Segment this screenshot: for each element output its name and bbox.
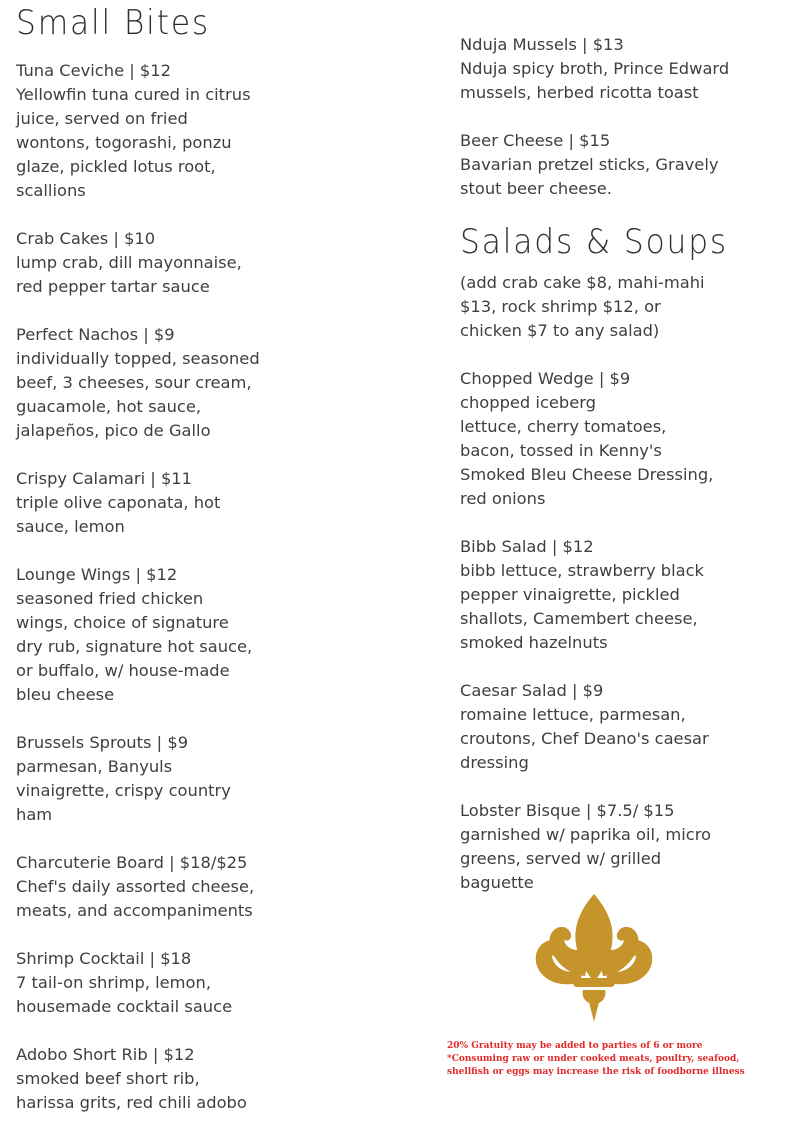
menu-item-name-price: Beer Cheese | $15 [460, 131, 611, 150]
menu-item-description-line: ham [16, 805, 53, 824]
menu-item-description-line: Bavarian pretzel sticks, Gravely [460, 155, 719, 174]
menu-item [460, 679, 780, 775]
small-bites-continued-list [460, 33, 780, 225]
menu-item-description-line: meats, and accompaniments [16, 901, 253, 920]
menu-item-description-line: seasoned fried chicken [16, 589, 204, 608]
salads-soups-list [460, 367, 780, 895]
menu-item [460, 129, 780, 201]
salad-note-line: chicken $7 to any salad) [460, 321, 660, 340]
disclaimer-line: 20% Gratuity may be added to parties of 6 or more [447, 1041, 703, 1051]
menu-item-description-line: Yellowfin tuna cured in citrus [16, 85, 251, 104]
disclaimer-line: *Consuming raw or under cooked meats, poultry, seafood, [447, 1054, 740, 1064]
menu-item-description-line: smoked hazelnuts [460, 633, 608, 652]
fleur-de-lis-shape [536, 894, 653, 1022]
menu-item-name-price: Caesar Salad | $9 [460, 681, 604, 700]
menu-item-description-line: dressing [460, 753, 529, 772]
menu-item-description-line: shallots, Camembert cheese, [460, 609, 698, 628]
menu-item-description-line: parmesan, Banyuls [16, 757, 173, 776]
salad-note-line: (add crab cake $8, mahi-mahi [460, 273, 705, 292]
menu-item-name-price: Adobo Short Rib | $12 [16, 1045, 195, 1064]
menu-item [460, 367, 780, 511]
menu-item [16, 227, 296, 299]
disclaimer-line: shellfish or eggs may increase the risk of foodborne illness [447, 1067, 745, 1077]
menu-item-description-line: individually topped, seasoned [16, 349, 260, 368]
menu-item-name-price: Chopped Wedge | $9 [460, 369, 631, 388]
menu-item-description-line: bleu cheese [16, 685, 115, 704]
menu-item-description-line: Smoked Bleu Cheese Dressing, [460, 465, 714, 484]
menu-item [16, 467, 296, 539]
menu-item [460, 33, 780, 105]
menu-item-description-line: 7 tail-on shrimp, lemon, [16, 973, 211, 992]
menu-item-description-line: juice, served on fried [16, 109, 188, 128]
menu-item-description-line: wontons, togorashi, ponzu [16, 133, 232, 152]
salads-soups-heading: Salads & Soups [460, 222, 729, 262]
menu-item-description-line: housemade cocktail sauce [16, 997, 233, 1016]
small-bites-heading: Small Bites [16, 3, 211, 43]
menu-item-description-line: mussels, herbed ricotta toast [460, 83, 699, 102]
menu-item-description-line: or buffalo, w/ house-made [16, 661, 230, 680]
menu-item-description-line: vinaigrette, crispy country [16, 781, 231, 800]
menu-item-description-line: harissa grits, red chili adobo [16, 1093, 247, 1112]
menu-item-description-line: guacamole, hot sauce, [16, 397, 202, 416]
menu-item-description-line: Chef's daily assorted cheese, [16, 877, 255, 896]
menu-item-description-line: dry rub, signature hot sauce, [16, 637, 253, 656]
menu-item-name-price: Brussels Sprouts | $9 [16, 733, 189, 752]
menu-item-description-line: chopped iceberg [460, 393, 597, 412]
menu-item [16, 59, 296, 203]
menu-item [16, 947, 296, 1019]
menu-item [460, 799, 780, 895]
menu-item-description-line: baguette [460, 873, 534, 892]
menu-item-name-price: Lobster Bisque | $7.5/ $15 [460, 801, 675, 820]
menu-item-description-line: sauce, lemon [16, 517, 125, 536]
menu-item-description-line: lettuce, cherry tomatoes, [460, 417, 667, 436]
disclaimer-text [447, 1040, 787, 1079]
fleur-de-lis-icon [533, 892, 655, 1024]
menu-item-name-price: Crab Cakes | $10 [16, 229, 156, 248]
menu-item [16, 851, 296, 923]
menu-item-description-line: greens, served w/ grilled [460, 849, 662, 868]
menu-item-description-line: romaine lettuce, parmesan, [460, 705, 686, 724]
menu-item-name-price: Lounge Wings | $12 [16, 565, 178, 584]
menu-item-description-line: triple olive caponata, hot [16, 493, 221, 512]
menu-item [16, 731, 296, 827]
menu-item-name-price: Crispy Calamari | $11 [16, 469, 193, 488]
menu-item-name-price: Tuna Ceviche | $12 [16, 61, 172, 80]
menu-item-description-line: bibb lettuce, strawberry black [460, 561, 704, 580]
menu-item-description-line: lump crab, dill mayonnaise, [16, 253, 242, 272]
menu-item-description-line: beef, 3 cheeses, sour cream, [16, 373, 252, 392]
menu-item-name-price: Nduja Mussels | $13 [460, 35, 624, 54]
menu-item [16, 563, 296, 707]
menu-item-description-line: wings, choice of signature [16, 613, 229, 632]
menu-item-description-line: smoked beef short rib, [16, 1069, 200, 1088]
menu-item-name-price: Bibb Salad | $12 [460, 537, 594, 556]
menu-item-description-line: Nduja spicy broth, Prince Edward [460, 59, 730, 78]
menu-item-description-line: stout beer cheese. [460, 179, 612, 198]
salad-addon-note [460, 271, 780, 343]
menu-item [460, 535, 780, 655]
menu-item-description-line: jalapeños, pico de Gallo [16, 421, 211, 440]
menu-item-description-line: glaze, pickled lotus root, [16, 157, 216, 176]
small-bites-list [16, 59, 296, 1139]
salad-note-line: $13, rock shrimp $12, or [460, 297, 661, 316]
menu-item-name-price: Shrimp Cocktail | $18 [16, 949, 192, 968]
menu-item-description-line: scallions [16, 181, 86, 200]
menu-item [16, 1043, 296, 1115]
menu-item-name-price: Charcuterie Board | $18/$25 [16, 853, 248, 872]
salads-soups-section [460, 271, 780, 919]
menu-item [16, 323, 296, 443]
menu-item-description-line: red onions [460, 489, 546, 508]
menu-item-description-line: croutons, Chef Deano's caesar [460, 729, 709, 748]
menu-item-name-price: Perfect Nachos | $9 [16, 325, 175, 344]
menu-item-description-line: red pepper tartar sauce [16, 277, 210, 296]
menu-item-description-line: pepper vinaigrette, pickled [460, 585, 680, 604]
menu-item-description-line: garnished w/ paprika oil, micro [460, 825, 712, 844]
menu-item-description-line: bacon, tossed in Kenny's [460, 441, 662, 460]
